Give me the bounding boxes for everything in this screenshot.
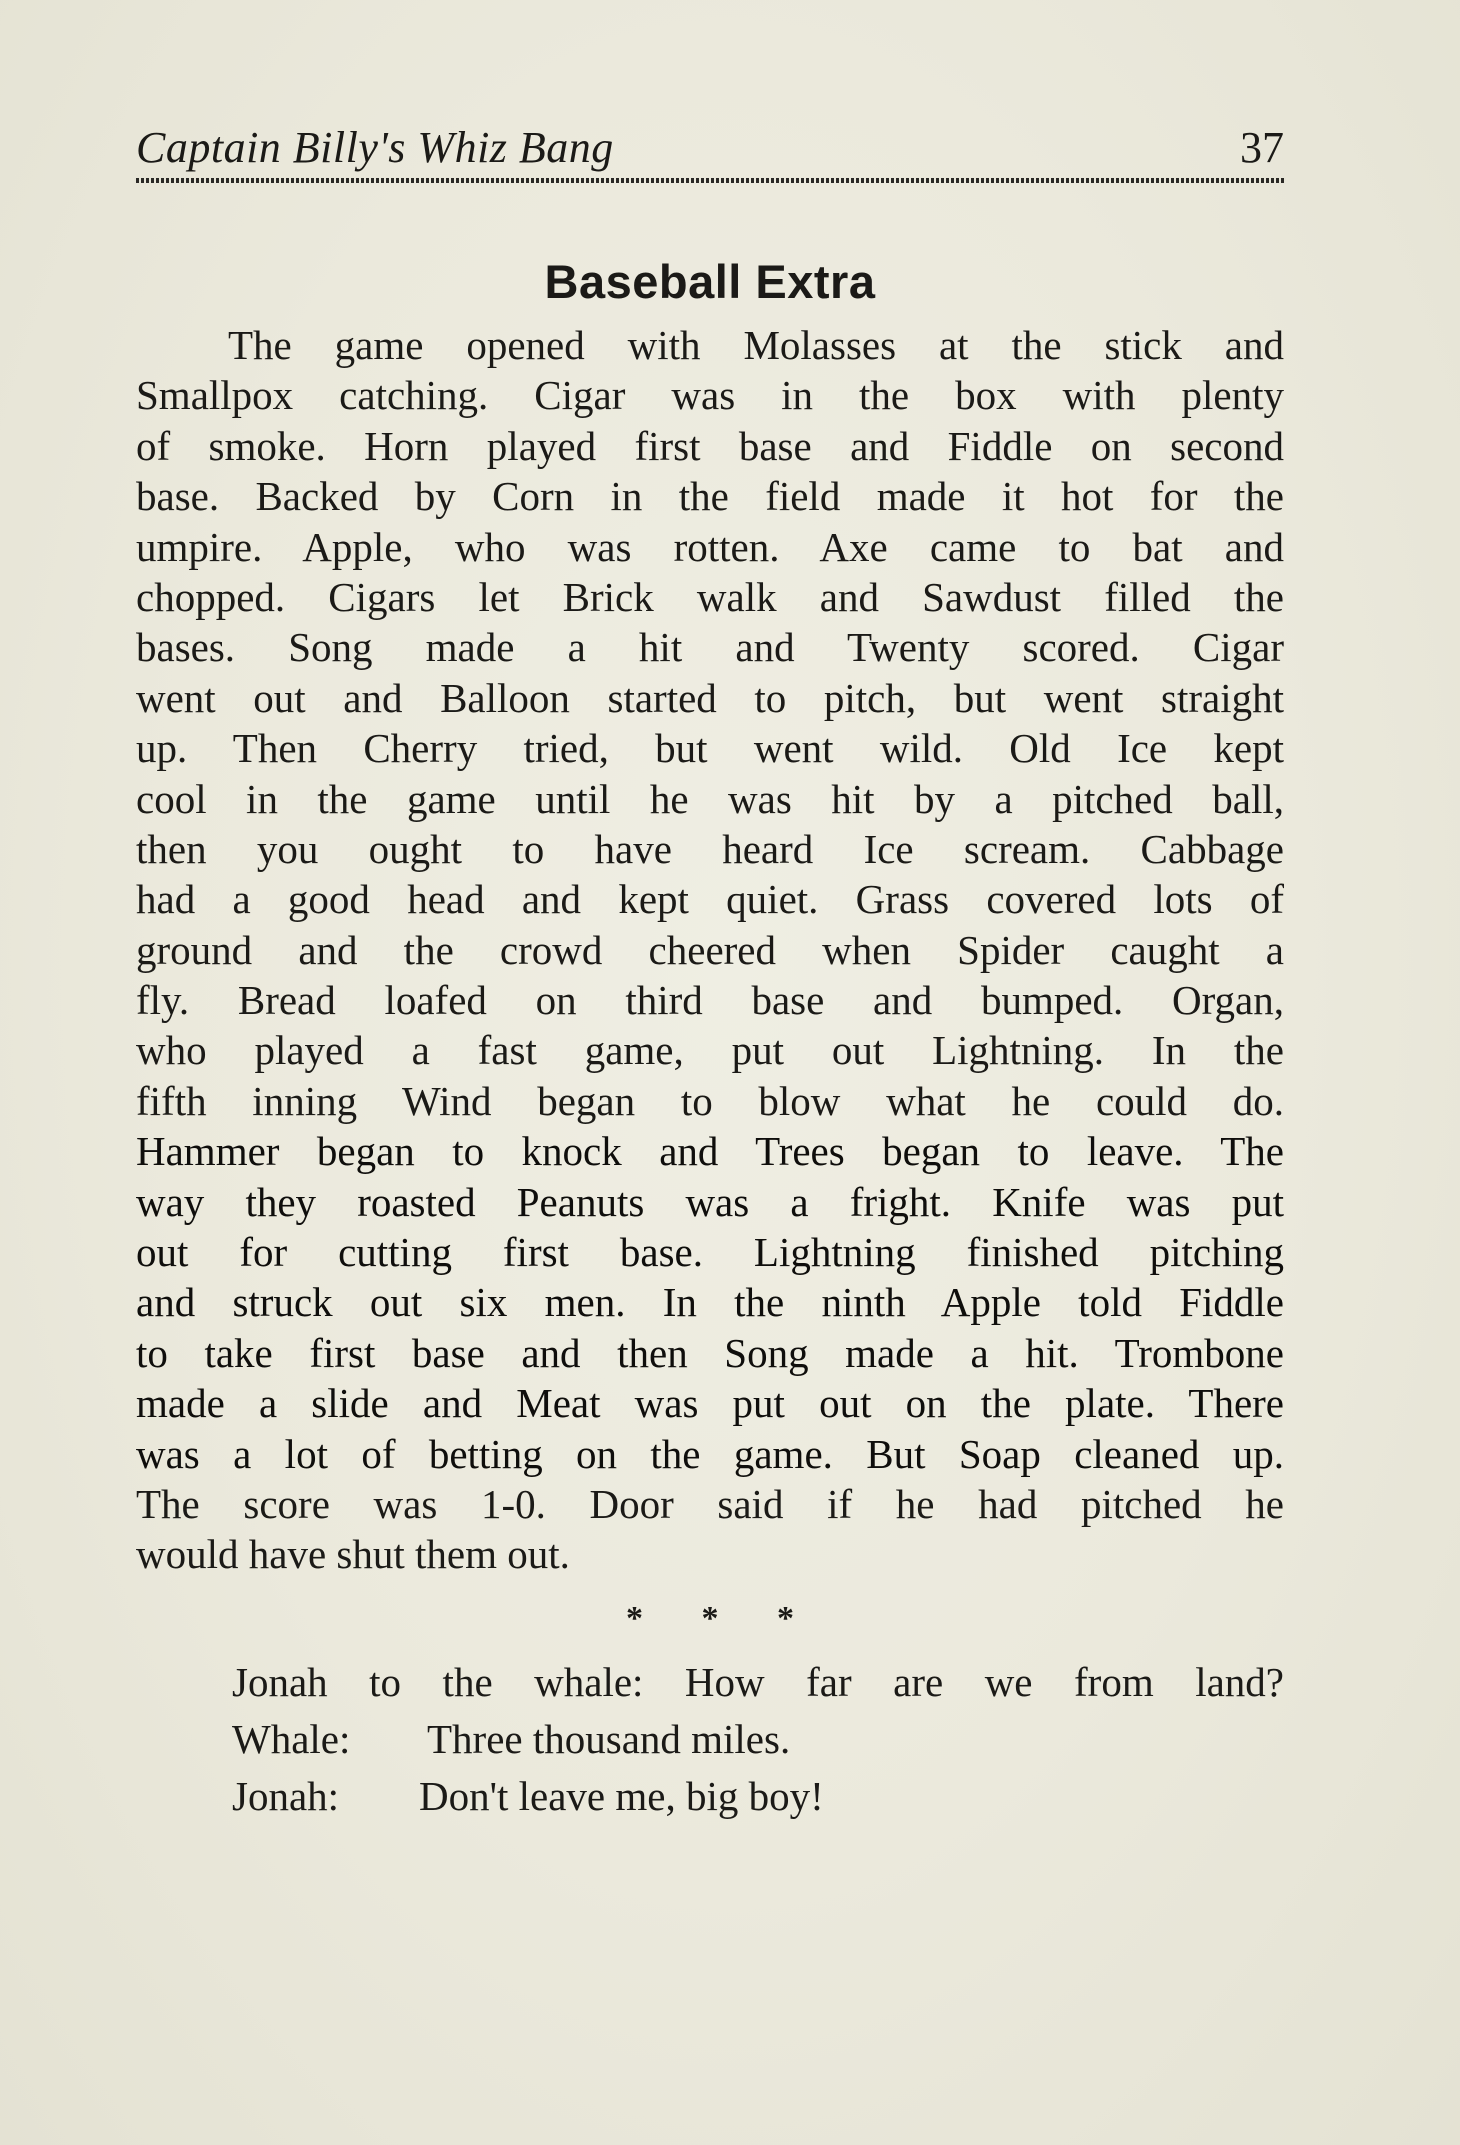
body-line: to take first base and then Song made a hit. Trombone	[136, 1329, 1284, 1376]
running-title: Captain Billy's Whiz Bang	[136, 123, 614, 172]
body-line: went out and Balloon started to pitch, but went straight	[136, 674, 1284, 721]
body-line: would have shut them out.	[136, 1531, 570, 1578]
speaker-label: Whale:	[232, 1716, 351, 1762]
body-line: bases. Song made a hit and Twenty scored. Cigar	[136, 624, 1284, 671]
body-line: made a slide and Meat was put out on the plate. There	[136, 1380, 1284, 1427]
body-line: had a good head and kept quiet. Grass covered lots of	[136, 876, 1284, 923]
body-line: fifth inning Wind began to blow what he could do.	[136, 1077, 1284, 1124]
joke-line	[232, 1711, 1284, 1768]
body-line: was a lot of betting on the game. But Soap cleaned up.	[136, 1430, 1284, 1477]
body-line: who played a fast game, put out Lightning. In the	[136, 1027, 1284, 1074]
body-line: ground and the crowd cheered when Spider caught a	[136, 926, 1284, 973]
body-line: cool in the game until he was hit by a pitched ball,	[136, 775, 1284, 822]
body-line: fly. Bread loafed on third base and bumped. Organ,	[136, 977, 1284, 1024]
body-line: then you ought to have heard Ice scream. Cabbage	[136, 825, 1284, 872]
body-line: umpire. Apple, who was rotten. Axe came to bat and	[136, 523, 1284, 570]
body-line: chopped. Cigars let Brick walk and Sawdust filled the	[136, 573, 1284, 620]
joke-line	[232, 1768, 1284, 1825]
body-line: The game opened with Molasses at the stick and	[228, 322, 1284, 368]
section-separator: * * *	[626, 1600, 794, 1637]
body-line: up. Then Cherry tried, but went wild. Old Ice kept	[136, 725, 1284, 772]
body-line: and struck out six men. In the ninth Apple told Fiddle	[136, 1279, 1284, 1326]
body-line: Hammer began to knock and Trees began to leave. The	[136, 1128, 1284, 1175]
body-line: of smoke. Horn played first base and Fiddle on second	[136, 422, 1284, 469]
running-head	[136, 122, 1284, 178]
jonah-joke	[232, 1654, 1284, 1825]
body-line: out for cutting first base. Lightning finished pitching	[136, 1229, 1284, 1276]
joke-text: Don't leave me, big boy!	[419, 1773, 824, 1819]
joke-line: Jonah to the whale: How far are we from land?	[232, 1659, 1284, 1705]
speaker-label: Jonah:	[232, 1773, 340, 1819]
joke-text: Three thousand miles.	[427, 1716, 791, 1762]
page-number: 37	[1240, 123, 1284, 172]
body-line: Smallpox catching. Cigar was in the box with plenty	[136, 372, 1284, 419]
body-line: base. Backed by Corn in the field made it hot for the	[136, 473, 1284, 520]
body-line: The score was 1-0. Door said if he had pitched he	[136, 1480, 1284, 1527]
body-line: way they roasted Peanuts was a fright. Knife was put	[136, 1178, 1284, 1225]
article-body	[136, 320, 1284, 1580]
article-title: Baseball Extra	[544, 255, 876, 308]
header-dotted-rule	[136, 178, 1284, 183]
